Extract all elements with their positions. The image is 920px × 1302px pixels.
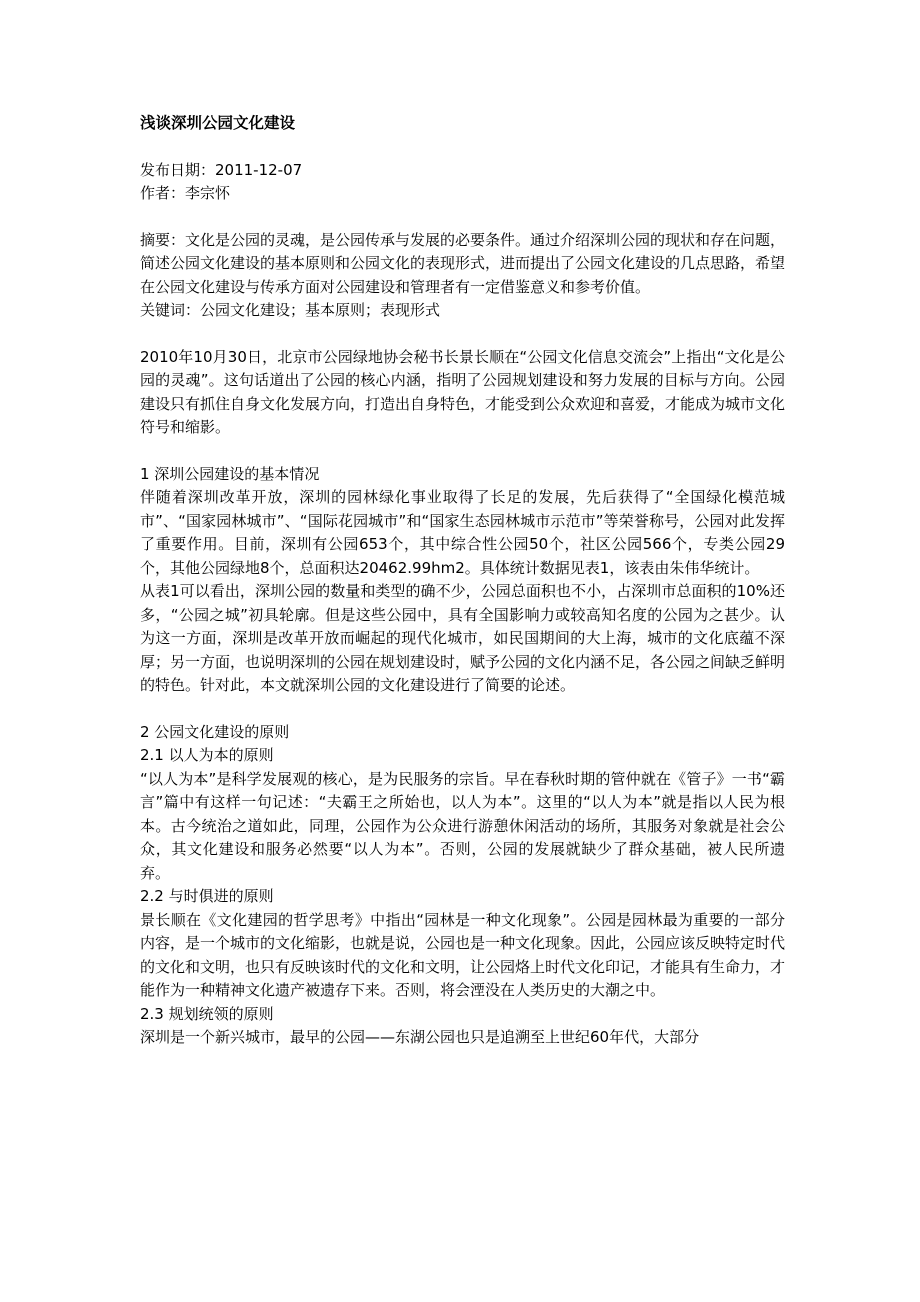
section-2-1-paragraph: “以人为本”是科学发展观的核心，是为民服务的宗旨。早在春秋时期的管仲就在《管子》一书“霸言”篇中有这样一句记述：“夫霸王之所始也，以人为本”。这里的“以人为本”就是指以人民为根本。古今统治之道如此，同理，公园作为公众进行游憩休闲活动的场所，其服务对象就是社会公众，其文化建设和服务必然要“以人为本”。否则，公园的发展就缺少了群众基础，被人民所遗弃。 xyxy=(140,769,785,882)
section-2-2-paragraph: 景长顺在《文化建园的哲学思考》中指出“园林是一种文化现象”。公园是园林最为重要的一部分内容，是一个城市的文化缩影，也就是说，公园也是一种文化现象。因此，公园应该反映特定时代的文化和文明，也只有反映该时代的文化和文明，让公园烙上时代文化印记，才能具有生命力，才能作为一种精神文化遗产被遗存下来。否则，将会湮没在人类历史的大潮之中。 xyxy=(140,910,786,999)
section-2-heading: 2 公园文化建设的原则 xyxy=(140,722,290,741)
document-title: 浅谈深圳公园文化建设 xyxy=(140,114,296,132)
section-2-2-heading: 2.2 与时俱进的原则 xyxy=(140,887,274,905)
section-2-3-heading: 2.3 规划统领的原则 xyxy=(140,1004,274,1023)
abstract: 摘要：文化是公园的灵魂，是公园传承与发展的必要条件。通过介绍深圳公园的现状和存在问题，简述公园文化建设的基本原则和公园文化的表现形式，进而提出了公园文化建设的几点思路，希望在公园文化建设与传承方面对公园建设和管理者有一定借鉴意义和参考价值。 xyxy=(140,230,786,296)
section-2-1-heading: 2.1 以人为本的原则 xyxy=(140,746,274,764)
section-2-3-paragraph: 深圳是一个新兴城市，最早的公园——东湖公园也只是追溯至上世纪60年代，大部分 xyxy=(140,1028,700,1046)
spacer xyxy=(140,323,785,346)
author: 作者：李宗怀 xyxy=(140,184,231,202)
section-1-heading: 1 深圳公园建设的基本情况 xyxy=(140,464,320,483)
intro-paragraph: 2010年10月30日，北京市公园绿地协会秘书长景长顺在“公园文化信息交流会”上指出“文化是公园的灵魂”。这句话道出了公园的核心内涵，指明了公园规划建设和努力发展的目标与方向。公园建设只有抓住自身文化发展方向，打造出自身特色，才能受到公众欢迎和喜爱，才能成为城市文化符号和缩影。 xyxy=(140,347,786,436)
section-1-paragraph-2: 从表1可以看出，深圳公园的数量和类型的确不少，公园总面积也不小，占深圳市总面积的10%还多，“公园之城”初具轮廓。但是这些公园中，具有全国影响力或较高知名度的公园为之甚少。认为这一方面，深圳是改革开放而崛起的现代化城市，如民国期间的大上海，城市的文化底蕴不深厚；另一方面，也说明深圳的公园在规划建设时，赋予公园的文化内涵不足，各公园之间缺乏鲜明的特色。针对此，本文就深圳公园的文化建设进行了简要的论述。 xyxy=(140,582,786,694)
section-1-paragraph-1: 伴随着深圳改革开放，深圳的园林绿化事业取得了长足的发展，先后获得了“全国绿化模范城市”、“国家园林城市”、“国际花园城市”和“国家生态园林城市示范市”等荣誉称号，公园对此发挥了重要作用。目前，深圳有公园653个，其中综合性公园50个，社区公园566个，专类公园29个，其他公园绿地8个，总面积达20462.99hm2。具体统计数据见表1，该表由朱伟华统计。 xyxy=(140,488,785,577)
keywords: 关键词：公园文化建设；基本原则；表现形式 xyxy=(140,301,441,319)
spacer xyxy=(140,698,785,721)
document-page xyxy=(140,112,785,1050)
spacer xyxy=(140,440,785,463)
spacer xyxy=(140,206,785,229)
publish-date: 发布日期：2011-12-07 xyxy=(140,160,303,179)
